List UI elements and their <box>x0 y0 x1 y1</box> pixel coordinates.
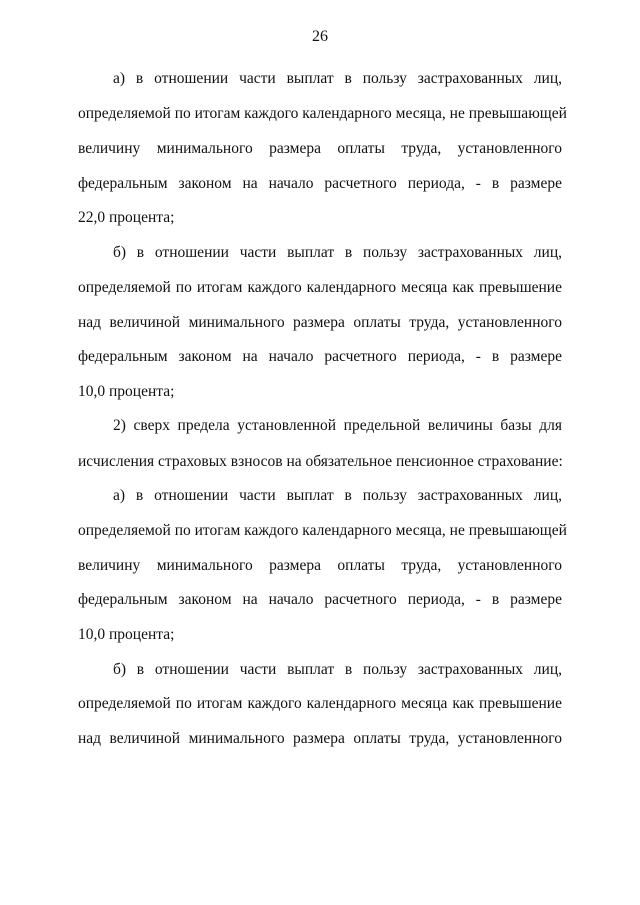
text-line: определяемой по итогам каждого календарного месяца, не превышающей <box>78 105 567 122</box>
text-line: федеральным законом на начало расчетного периода, - в размере <box>78 175 562 192</box>
text-line: над величиной минимального размера оплаты труда, установленного <box>78 730 562 747</box>
text-line: а) в отношении части выплат в пользу застрахованных лиц, <box>113 70 562 87</box>
text-line: определяемой по итогам каждого календарного месяца, не превышающей <box>78 522 567 539</box>
text-line: федеральным законом на начало расчетного периода, - в размере <box>78 348 562 365</box>
text-line: 10,0 процента; <box>78 626 175 643</box>
text-line: определяемой по итогам каждого календарного месяца как превышение <box>78 279 562 296</box>
text-line: величину минимального размера оплаты труда, установленного <box>78 140 562 157</box>
text-line: определяемой по итогам каждого календарного месяца как превышение <box>78 695 562 712</box>
text-line: величину минимального размера оплаты труда, установленного <box>78 557 562 574</box>
text-line: 22,0 процента; <box>78 209 175 226</box>
page-number: 26 <box>312 28 328 45</box>
text-line: исчисления страховых взносов на обязательное пенсионное страхование: <box>78 453 563 470</box>
text-line: федеральным законом на начало расчетного периода, - в размере <box>78 591 562 608</box>
text-line: 2) сверх предела установленной предельной величины базы для <box>113 417 562 434</box>
text-line: б) в отношении части выплат в пользу застрахованных лиц, <box>113 244 562 261</box>
text-line: 10,0 процента; <box>78 383 175 400</box>
text-line: б) в отношении части выплат в пользу застрахованных лиц, <box>113 661 562 678</box>
text-line: а) в отношении части выплат в пользу застрахованных лиц, <box>113 487 562 504</box>
text-line: над величиной минимального размера оплаты труда, установленного <box>78 314 562 331</box>
